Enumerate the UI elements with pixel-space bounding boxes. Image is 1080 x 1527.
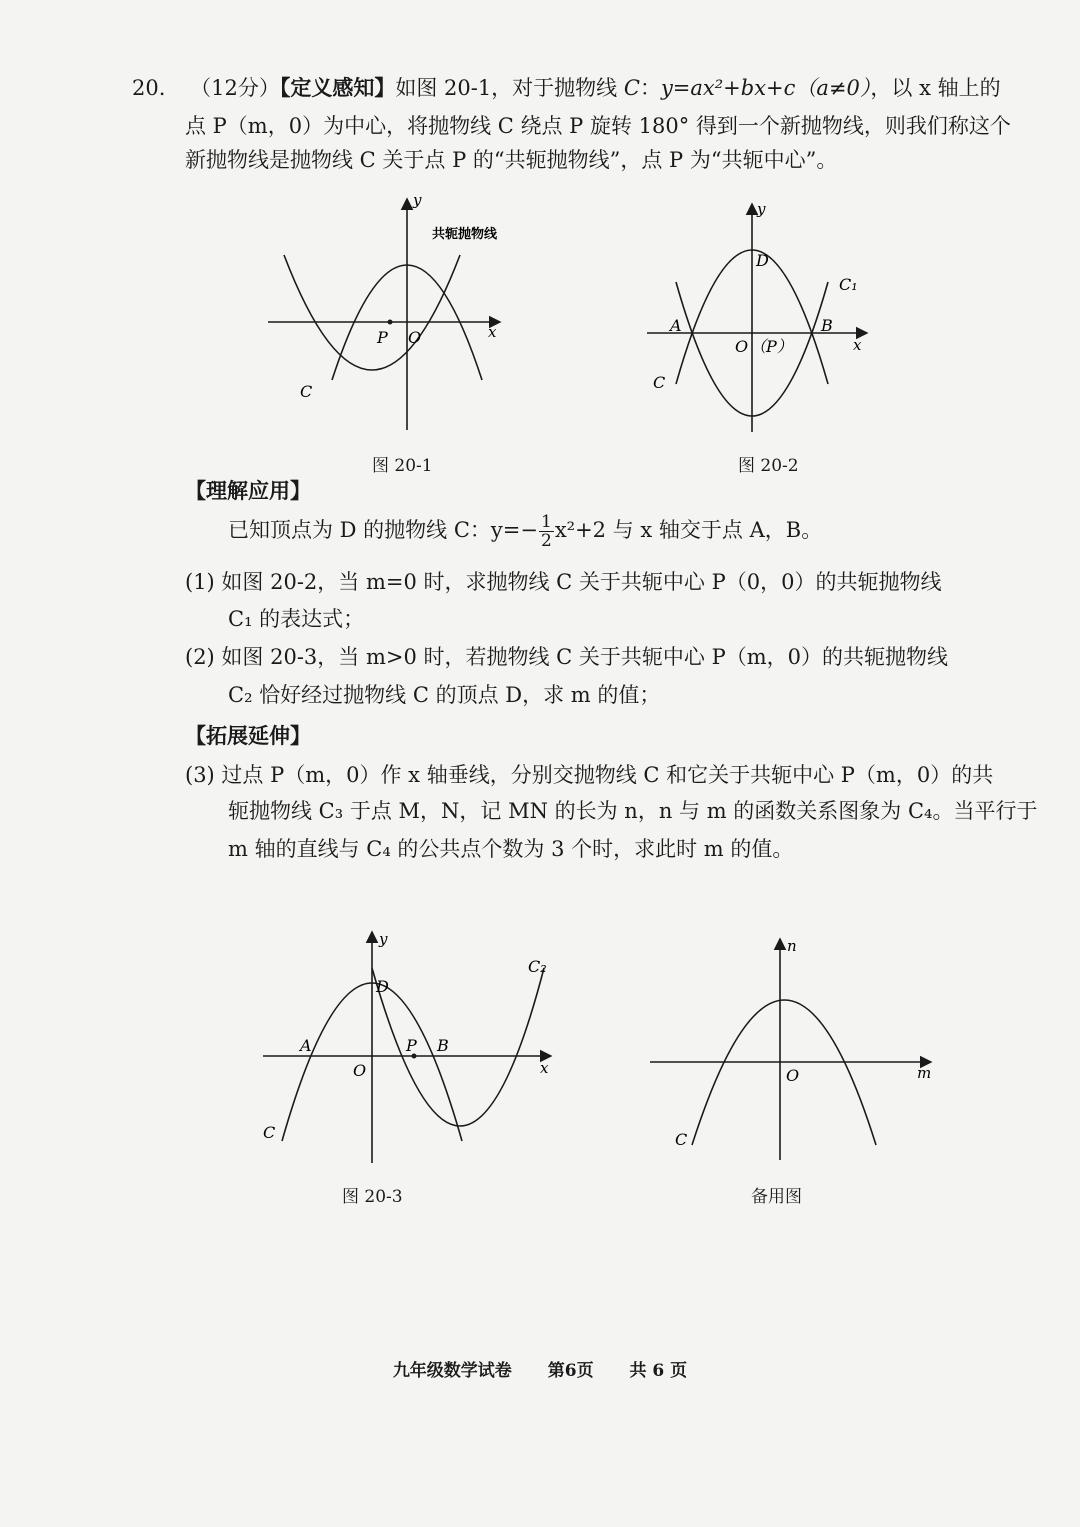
fig2-label-a: A [670, 316, 682, 335]
fig2-label-x: x [853, 336, 862, 354]
question-3-line-2: 轭抛物线 C₃ 于点 M，N，记 MN 的长为 n，n 与 m 的函数关系图象为 C₄。当平行于 [228, 799, 1038, 823]
fig1-point-p [388, 320, 393, 325]
fig1-label-o: O [408, 328, 422, 347]
footer-page-number: 第6页 [547, 1361, 594, 1381]
figure-20-1-caption: 图 20-1 [372, 456, 433, 476]
intro-text-c: ，以 x 轴上的 [870, 76, 1001, 100]
intro-curve-name: C [623, 76, 640, 100]
fig3-label-a: A [300, 1036, 312, 1055]
fig3-label-o: O [353, 1061, 367, 1080]
given-fraction-numerator: 1 [541, 512, 552, 532]
problem-score: （12分） [190, 76, 280, 100]
problem-number: 20. [132, 76, 166, 100]
fig4-label-o: O [786, 1066, 800, 1085]
fig2-label-c1: C₁ [839, 275, 858, 294]
intro-text-a: 如图 20-1，对于抛物线 [395, 76, 624, 100]
given-text-b: x²+2 与 x 轴交于点 A，B。 [554, 518, 823, 542]
fig1-label-y: y [413, 191, 422, 209]
given-line [228, 508, 822, 552]
figure-spare-caption: 备用图 [751, 1187, 802, 1207]
figure-20-1 [260, 191, 510, 476]
fig4-curve-c [692, 1000, 876, 1145]
figure-20-2 [645, 200, 875, 476]
fig2-label-d: D [756, 251, 769, 270]
fig4-label-m: m [917, 1064, 932, 1082]
question-2-line-2: C₂ 恰好经过抛物线 C 的顶点 D，求 m 的值； [228, 683, 661, 707]
given-fraction [539, 513, 554, 550]
question-3-line-3: m 轴的直线与 C₄ 的公共点个数为 3 个时，求此时 m 的值。 [228, 837, 794, 861]
fig1-label-c: C [300, 382, 313, 401]
intro-text-b: ： [639, 76, 661, 100]
fig1-label-conjugate: 共轭抛物线 [432, 227, 498, 242]
fig4-label-c: C [675, 1130, 688, 1149]
given-text-a: 已知顶点为 D 的抛物线 C：y=− [228, 518, 538, 542]
problem-line-3: 新抛物线是抛物线 C 关于点 P 的“共轭抛物线”，点 P 为“共轭中心”。 [185, 148, 838, 172]
fig1-label-p: P [377, 328, 388, 347]
figure-20-2-caption: 图 20-2 [738, 456, 799, 476]
fig1-curve-conjugate [284, 255, 460, 370]
fig4-label-n: n [787, 937, 797, 955]
fig3-label-c: C [263, 1123, 276, 1142]
fig2-label-y: y [757, 200, 766, 218]
question-1-line-1: (1) 如图 20-2，当 m=0 时，求抛物线 C 关于共轭中心 P（0，0）的共轭抛物线 [185, 570, 942, 594]
fig2-label-b: B [821, 316, 833, 335]
fig3-label-c2: C₂ [528, 957, 547, 976]
problem-line-1 [132, 74, 1001, 102]
section-definition: 【定义感知】 [279, 75, 396, 100]
fig2-label-o: O [735, 337, 749, 356]
fig3-label-p: P [406, 1036, 417, 1055]
footer-total-pages: 共 6 页 [629, 1361, 688, 1381]
figure-spare [648, 935, 938, 1207]
fig3-label-b: B [437, 1036, 449, 1055]
fig2-label-c: C [653, 373, 666, 392]
fig3-curve-c2 [372, 968, 544, 1126]
question-1-line-2: C₁ 的表达式； [228, 607, 365, 631]
figure-20-3 [258, 928, 568, 1207]
page-footer [0, 1356, 1080, 1381]
fig3-label-d: D [376, 977, 389, 996]
question-2-line-1: (2) 如图 20-3，当 m>0 时，若抛物线 C 关于共轭中心 P（m，0）的共轭抛物线 [185, 645, 948, 669]
fig3-label-x: x [540, 1059, 549, 1077]
section-understanding: 【理解应用】 [185, 478, 311, 503]
footer-subject: 九年级数学试卷 [392, 1361, 512, 1381]
problem-line-2: 点 P（m，0）为中心，将抛物线 C 绕点 P 旋转 180° 得到一个新抛物线，则我们称这个 [185, 114, 1011, 138]
fig1-label-x: x [488, 323, 497, 341]
figure-20-3-caption: 图 20-3 [342, 1187, 403, 1207]
given-fraction-denominator: 2 [541, 531, 552, 551]
question-3-line-1: (3) 过点 P（m，0）作 x 轴垂线，分别交抛物线 C 和它关于共轭中心 P（m，0）的共 [185, 763, 994, 787]
fig2-label-p: （P） [750, 337, 793, 356]
fig3-label-y: y [379, 930, 388, 948]
intro-equation: y=ax²+bx+c（a≠0） [660, 76, 871, 100]
section-extension: 【拓展延伸】 [185, 723, 311, 748]
